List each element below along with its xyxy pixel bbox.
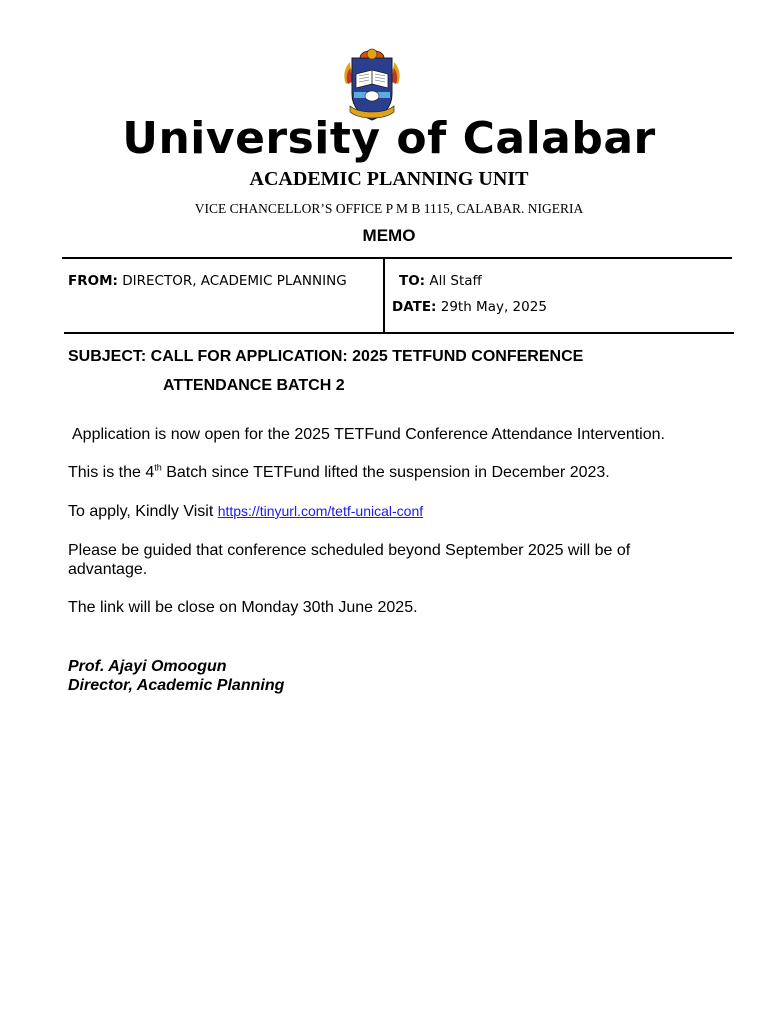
p2-superscript: th [154,462,162,473]
from-value: DIRECTOR, ACADEMIC PLANNING [122,273,347,289]
subject-line-2: ATTENDANCE BATCH 2 [163,377,345,394]
body-paragraph-1: Application is now open for the 2025 TETFund Conference Attendance Intervention. [72,426,665,443]
body-paragraph-3 [68,502,423,521]
p2-text-post: Batch since TETFund lifted the suspension in December 2023. [161,464,610,481]
university-crest-logo [336,44,408,122]
p3-text: To apply, Kindly Visit [68,503,218,520]
header-divider-vertical [383,259,385,332]
p2-text-pre: This is the 4 [68,464,155,481]
date-label: DATE: [392,299,437,315]
university-name: University of Calabar [122,113,656,164]
signatory-title: Director, Academic Planning [68,677,285,694]
unit-name: ACADEMIC PLANNING UNIT [249,168,529,190]
from-label: FROM: [68,273,118,289]
office-address: VICE CHANCELLOR’S OFFICE P M B 1115, CALABAR. NIGERIA [194,201,584,216]
body-paragraph-5: The link will be close on Monday 30th June 2025. [68,599,418,616]
date-field [392,298,547,316]
signatory-name: Prof. Ajayi Omoogun [68,658,227,675]
to-label: TO: [399,273,426,289]
memo-heading: MEMO [362,226,416,245]
body-paragraph-4: Please be guided that conference scheduled beyond September 2025 will be of advantage. [68,542,631,578]
subject-line-1: SUBJECT: CALL FOR APPLICATION: 2025 TETFUND CONFERENCE [68,348,584,365]
from-field [68,272,347,290]
to-value: All Staff [429,273,482,289]
body-paragraph-2 [68,463,610,482]
to-field [399,272,482,290]
application-link[interactable]: https://tinyurl.com/tetf-unical-conf [217,503,424,519]
header-divider-top [62,257,732,259]
date-value: 29th May, 2025 [440,299,547,315]
header-divider-bottom [64,332,734,334]
